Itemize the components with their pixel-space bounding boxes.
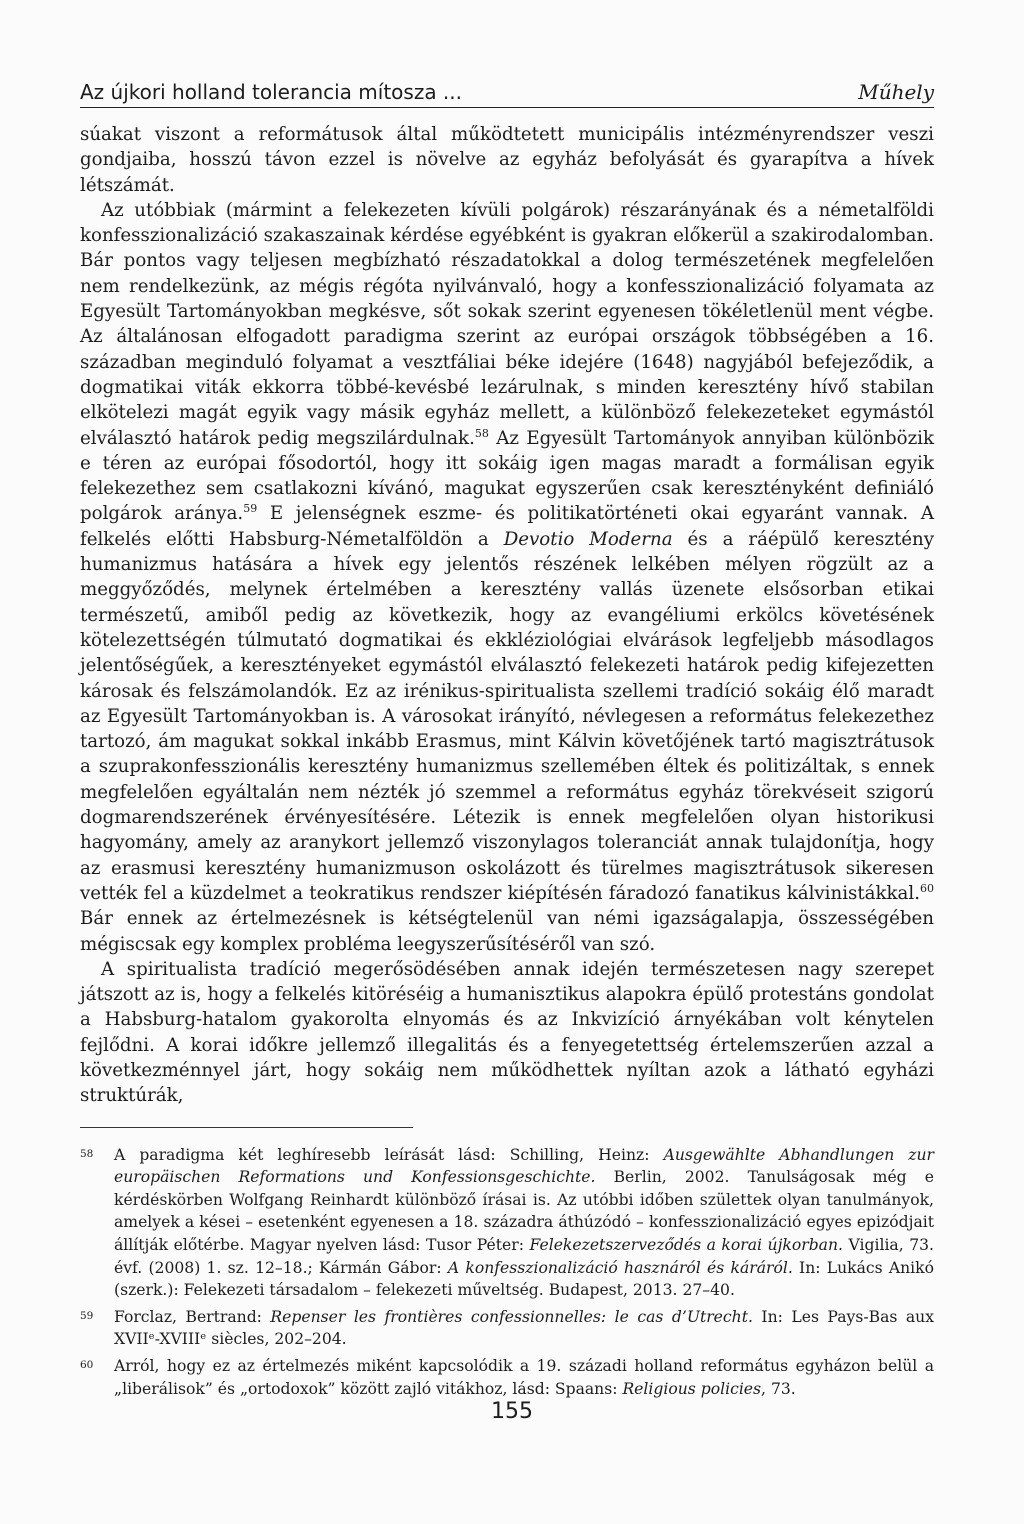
footnote-ref-59[interactable]: 59 (243, 502, 258, 516)
paragraph-2-text-d: és a ráépülő keresztény humanizmus hatására a hívek egy jelentős részének lelkében mélyen rögzült az a meggyőződés, melynek értelmében a keresztény vallás üzenete elsősorban etikai természetű, amiből pedig az következik, hogy az evangéliumi erkölcs követésének kötelezettségén túlmutató dogmatikai és ekkléziológiai elvárások legfeljebb másodlagos jelentőségűek, a keresztényeket egymástól elválasztó felekezeti határok pedig kifejezetten károsak és felszámolandók. Ez az irénikus-spiritualista szellemi tradíció sokáig élő maradt az Egyesült Tartományokban is. A városokat irányító, névlegesen a református felekezethez tartozó, ám magukat sokkal inkább Erasmus, mint Kálvin követőjének tartó magisztrátusok a szuprakonfesszionális keresztény humanizmus szellemében éltek és politizáltak, s ennek megfelelően egyáltalán nem nézték jó szemmel a református egyház törekvéseit szigorú dogmarendszerének érvényesítésére. Létezik is ennek megfelelően olyan historikusi hagyomány, amely az aranykort jellemző viszonylagos toleranciát annak tulajdonítja, hogy az erasmusi keresztény humanizmuson oskolázott és türelmes magisztrátusok sikeresen vették fel a küzdelmet a teokratikus rendszer kiépítésén fáradozó fanatikus kálvinistákkal. (80, 528, 935, 904)
footnote-number: 58 (80, 1147, 94, 1160)
footnote-60-text-1: Arról, hogy ez az értelmezés miként kapcsolódik a 19. századi holland református egyházon belül a „liberálisok” és „ortodoxok” között zajló vitákhoz, lásd: Spaans: (114, 1356, 934, 1398)
footnote-59-text-2: In: Les Pays-Bas aux XVIIᵉ-XVIIIᵉ siècles, 202–204. (114, 1307, 934, 1349)
footnote-60-italic-1: Religious policies (622, 1379, 762, 1398)
footnote-59 (80, 1306, 934, 1351)
paragraph-2-italic: Devotio Moderna (503, 528, 673, 550)
running-title: Az újkori holland tolerancia mítosza ... (80, 80, 463, 104)
footnote-ref-58[interactable]: 58 (474, 426, 489, 440)
footnotes (80, 1144, 934, 1401)
paragraph-1: súakat viszont a reformátusok által működtetett municipális intézményrendszer veszi gondjaiba, hosszú távon ezzel is növelve az egyház befolyását és gyarapítva a hívek létszámát. (80, 124, 934, 196)
footnote-58-italic-3: A konfesszionalizáció hasznáról és káráról. (447, 1258, 793, 1277)
footnote-ref-60[interactable]: 60 (920, 881, 934, 895)
page-content (80, 80, 934, 1404)
footnote-58-text-4: In: Lukács Anikó (szerk.): Felekezeti társadalom – felekezeti műveltség. Budapest, 2013. 27–40. (114, 1258, 934, 1300)
paragraph-2-text-b: Az Egyesült Tartományok annyiban különbözik e téren az európai fősodortól, hogy itt sokáig igen magas maradt a formálisan egyik felekezethez sem csatlakozni kívánó, magukat egyszerűen csak keresztényként definiáló polgárok aránya. (80, 427, 934, 525)
footnote-58 (80, 1144, 934, 1302)
footnote-text (114, 1355, 934, 1400)
section-name: Műhely (858, 80, 934, 104)
footnote-60-text-2: , 73. (761, 1379, 796, 1398)
body-text (80, 122, 934, 1109)
footnote-number: 60 (80, 1358, 94, 1371)
footnote-divider (80, 1127, 413, 1128)
footnote-number: 59 (80, 1309, 94, 1322)
footnote-58-text-3: Vigilia, 73. évf. (2008) 1. sz. 12–18.; Kármán Gábor: (114, 1235, 935, 1277)
footnote-58-italic-2: Felekezetszerveződés a korai újkorban. (529, 1235, 843, 1254)
paragraph-2-text-e: Bár ennek az értelmezésnek is kétségtelenül van némi igazságalapja, összességében mégiscsak egy komplex probléma leegyszerűsítéséről van szó. (80, 908, 934, 955)
footnote-58-text-1: A paradigma két leghíresebb leírását lásd: Schilling, Heinz: (114, 1145, 664, 1164)
footnote-text (114, 1144, 934, 1302)
footnote-60 (80, 1355, 934, 1400)
paragraph-3: A spiritualista tradíció megerősödésében annak idején természetesen nagy szerepet játszott az is, hogy a felkelés kitöréséig a humanisztikus alapokra épülő protestáns gondolat a Habsburg-hatalom gyakorolta elnyomás és az Inkvizíció árnyékában volt kénytelen fejlődni. A korai időkre jellemző illegalitás és a fenyegetettség értelemszerűen azzal a következménnyel járt, hogy sokáig nem működhettek nyíltan azok a látható egyházi struktúrák, (80, 958, 934, 1107)
footnote-59-text-1: Forclaz, Bertrand: (114, 1307, 271, 1326)
paragraph-2-text-a: Az utóbbiak (mármint a felekezeten kívüli polgárok) részarányának és a németalföldi konfesszionalizáció szakaszainak kérdése egyébként is gyakran előkerül a szakirodalomban. Bár pontos vagy teljesen megbízható részadatokkal a dolog természetének megfelelően nem rendelkezünk, az mégis régóta nyilvánvaló, hogy a konfesszionalizáció folyamata az Egyesült Tartományokban megkésve, sőt sokak szerint egyenesen tökéletlenül ment végbe. Az általánosan elfogadott paradigma szerint az európai országok többségében a 16. században meginduló folyamat a vesztfáliai béke idejére (1648) nagyjából befejeződik, a dogmatikai viták ekkorra többé-kevésbé lezárulnak, s minden keresztény hívő stabilan elkötelezi magát egyik vagy másik egyház mellett, a különböző felekezeteket egymástól elválasztó határok pedig megszilárdulnak. (80, 199, 934, 449)
footnote-58-text-2: Berlin, 2002. Tanulságosak még e kérdéskörben Wolfgang Reinhardt különböző írásai is. Az utóbbi időben születtek olyan tanulmányok, amelyek a kései – esetenként egyenesen a 18. századra áthúzódó – konfesszionalizáció egyes epizódjait állítják előtérbe. Magyar nyelven lásd: Tusor Péter: (114, 1168, 935, 1254)
paragraph-2-text-c: E jelenségnek eszme- és politikatörténeti okai egyaránt vannak. A felkelés előtti Habsburg-Németalföldön a (80, 503, 934, 550)
footnote-58-italic-1: Ausgewählte Abhandlungen zur europäischen Reformations und Konfessionsgeschichte. (114, 1145, 935, 1187)
footnote-text (114, 1306, 934, 1351)
page-number: 155 (491, 1399, 533, 1424)
paragraph-2 (80, 198, 934, 957)
running-header (80, 80, 934, 108)
footnote-59-italic-1: Repenser les frontières confessionnelles: le cas d’Utrecht. (270, 1307, 753, 1326)
